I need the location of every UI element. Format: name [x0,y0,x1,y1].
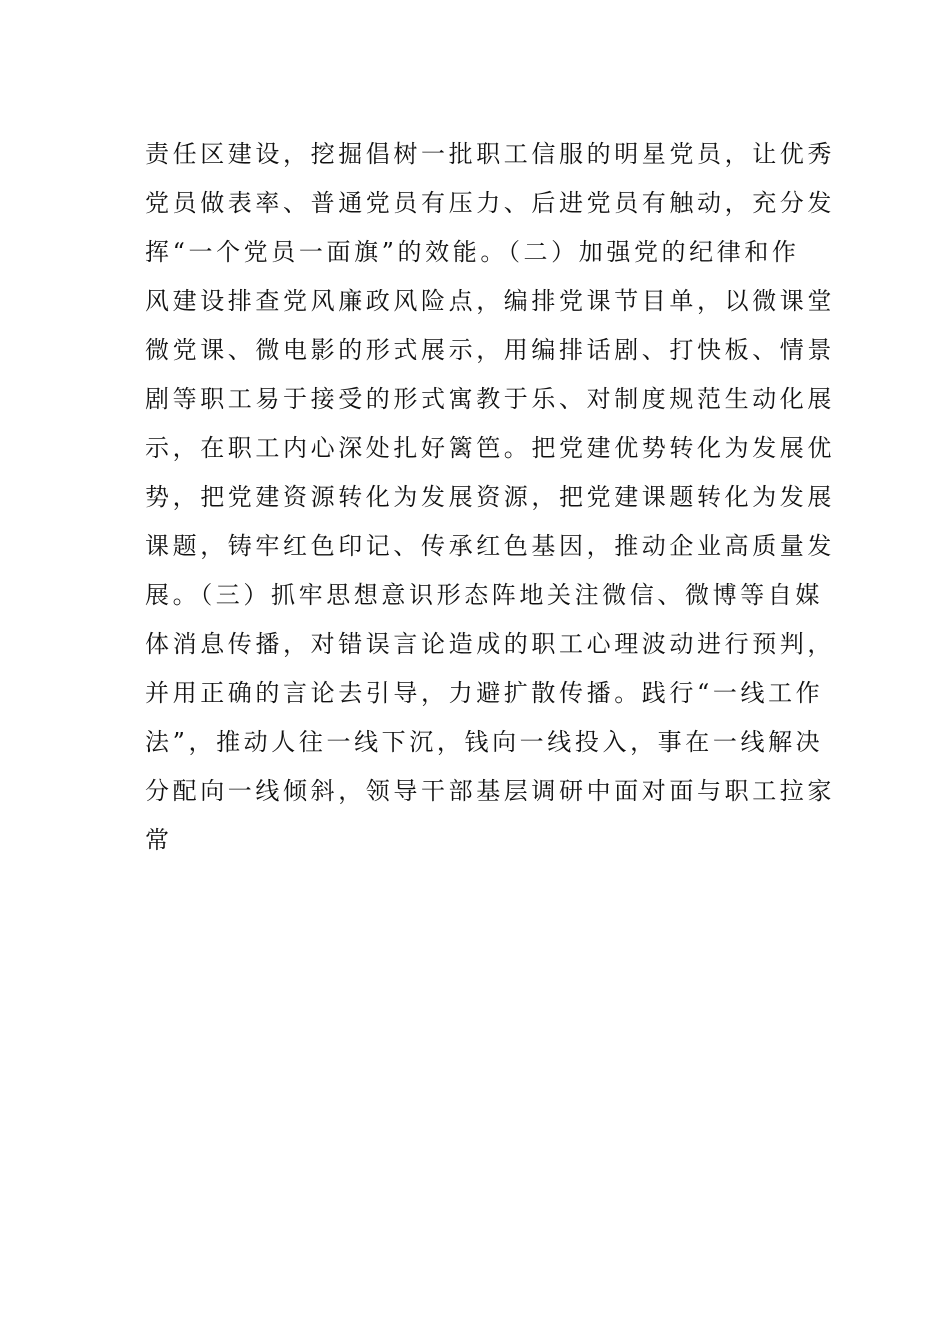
text-line: 挥“一个党员一面旗”的效能。（二）加强党的纪律和作 [145,238,800,266]
text-line: 责任区建设，挖掘倡树一批职工信服的明星党员，让优秀 [145,140,835,168]
text-line: 法”，推动人往一线下沉，钱向一线投入，事在一线解决 [145,728,824,756]
text-line: 课题，铸牢红色印记、传承红色基因，推动企业高质量发 [145,532,835,560]
text-line: 剧等职工易于接受的形式寓教于乐、对制度规范生动化展 [145,385,835,413]
text-line: 并用正确的言论去引导，力避扩散传播。践行“一线工作 [145,679,824,707]
text-line: 分配向一线倾斜，领导干部基层调研中面对面与职工拉家 [145,777,835,805]
text-line: 势，把党建资源转化为发展资源，把党建课题转化为发展 [145,483,835,511]
text-line: 微党课、微电影的形式展示，用编排话剧、打快板、情景 [145,336,835,364]
text-line: 体消息传播，对错误言论造成的职工心理波动进行预判， [145,630,835,658]
text-line: 展。（三）抓牢思想意识形态阵地关注微信、微博等自媒 [145,581,823,609]
text-line: 党员做表率、普通党员有压力、后进党员有触动，充分发 [145,189,835,217]
body-text [145,130,835,865]
text-line: 示，在职工内心深处扎好篱笆。把党建优势转化为发展优 [145,434,835,462]
text-line: 常 [145,826,173,854]
text-line: 风建设排查党风廉政风险点，编排党课节目单，以微课堂 [145,287,835,315]
